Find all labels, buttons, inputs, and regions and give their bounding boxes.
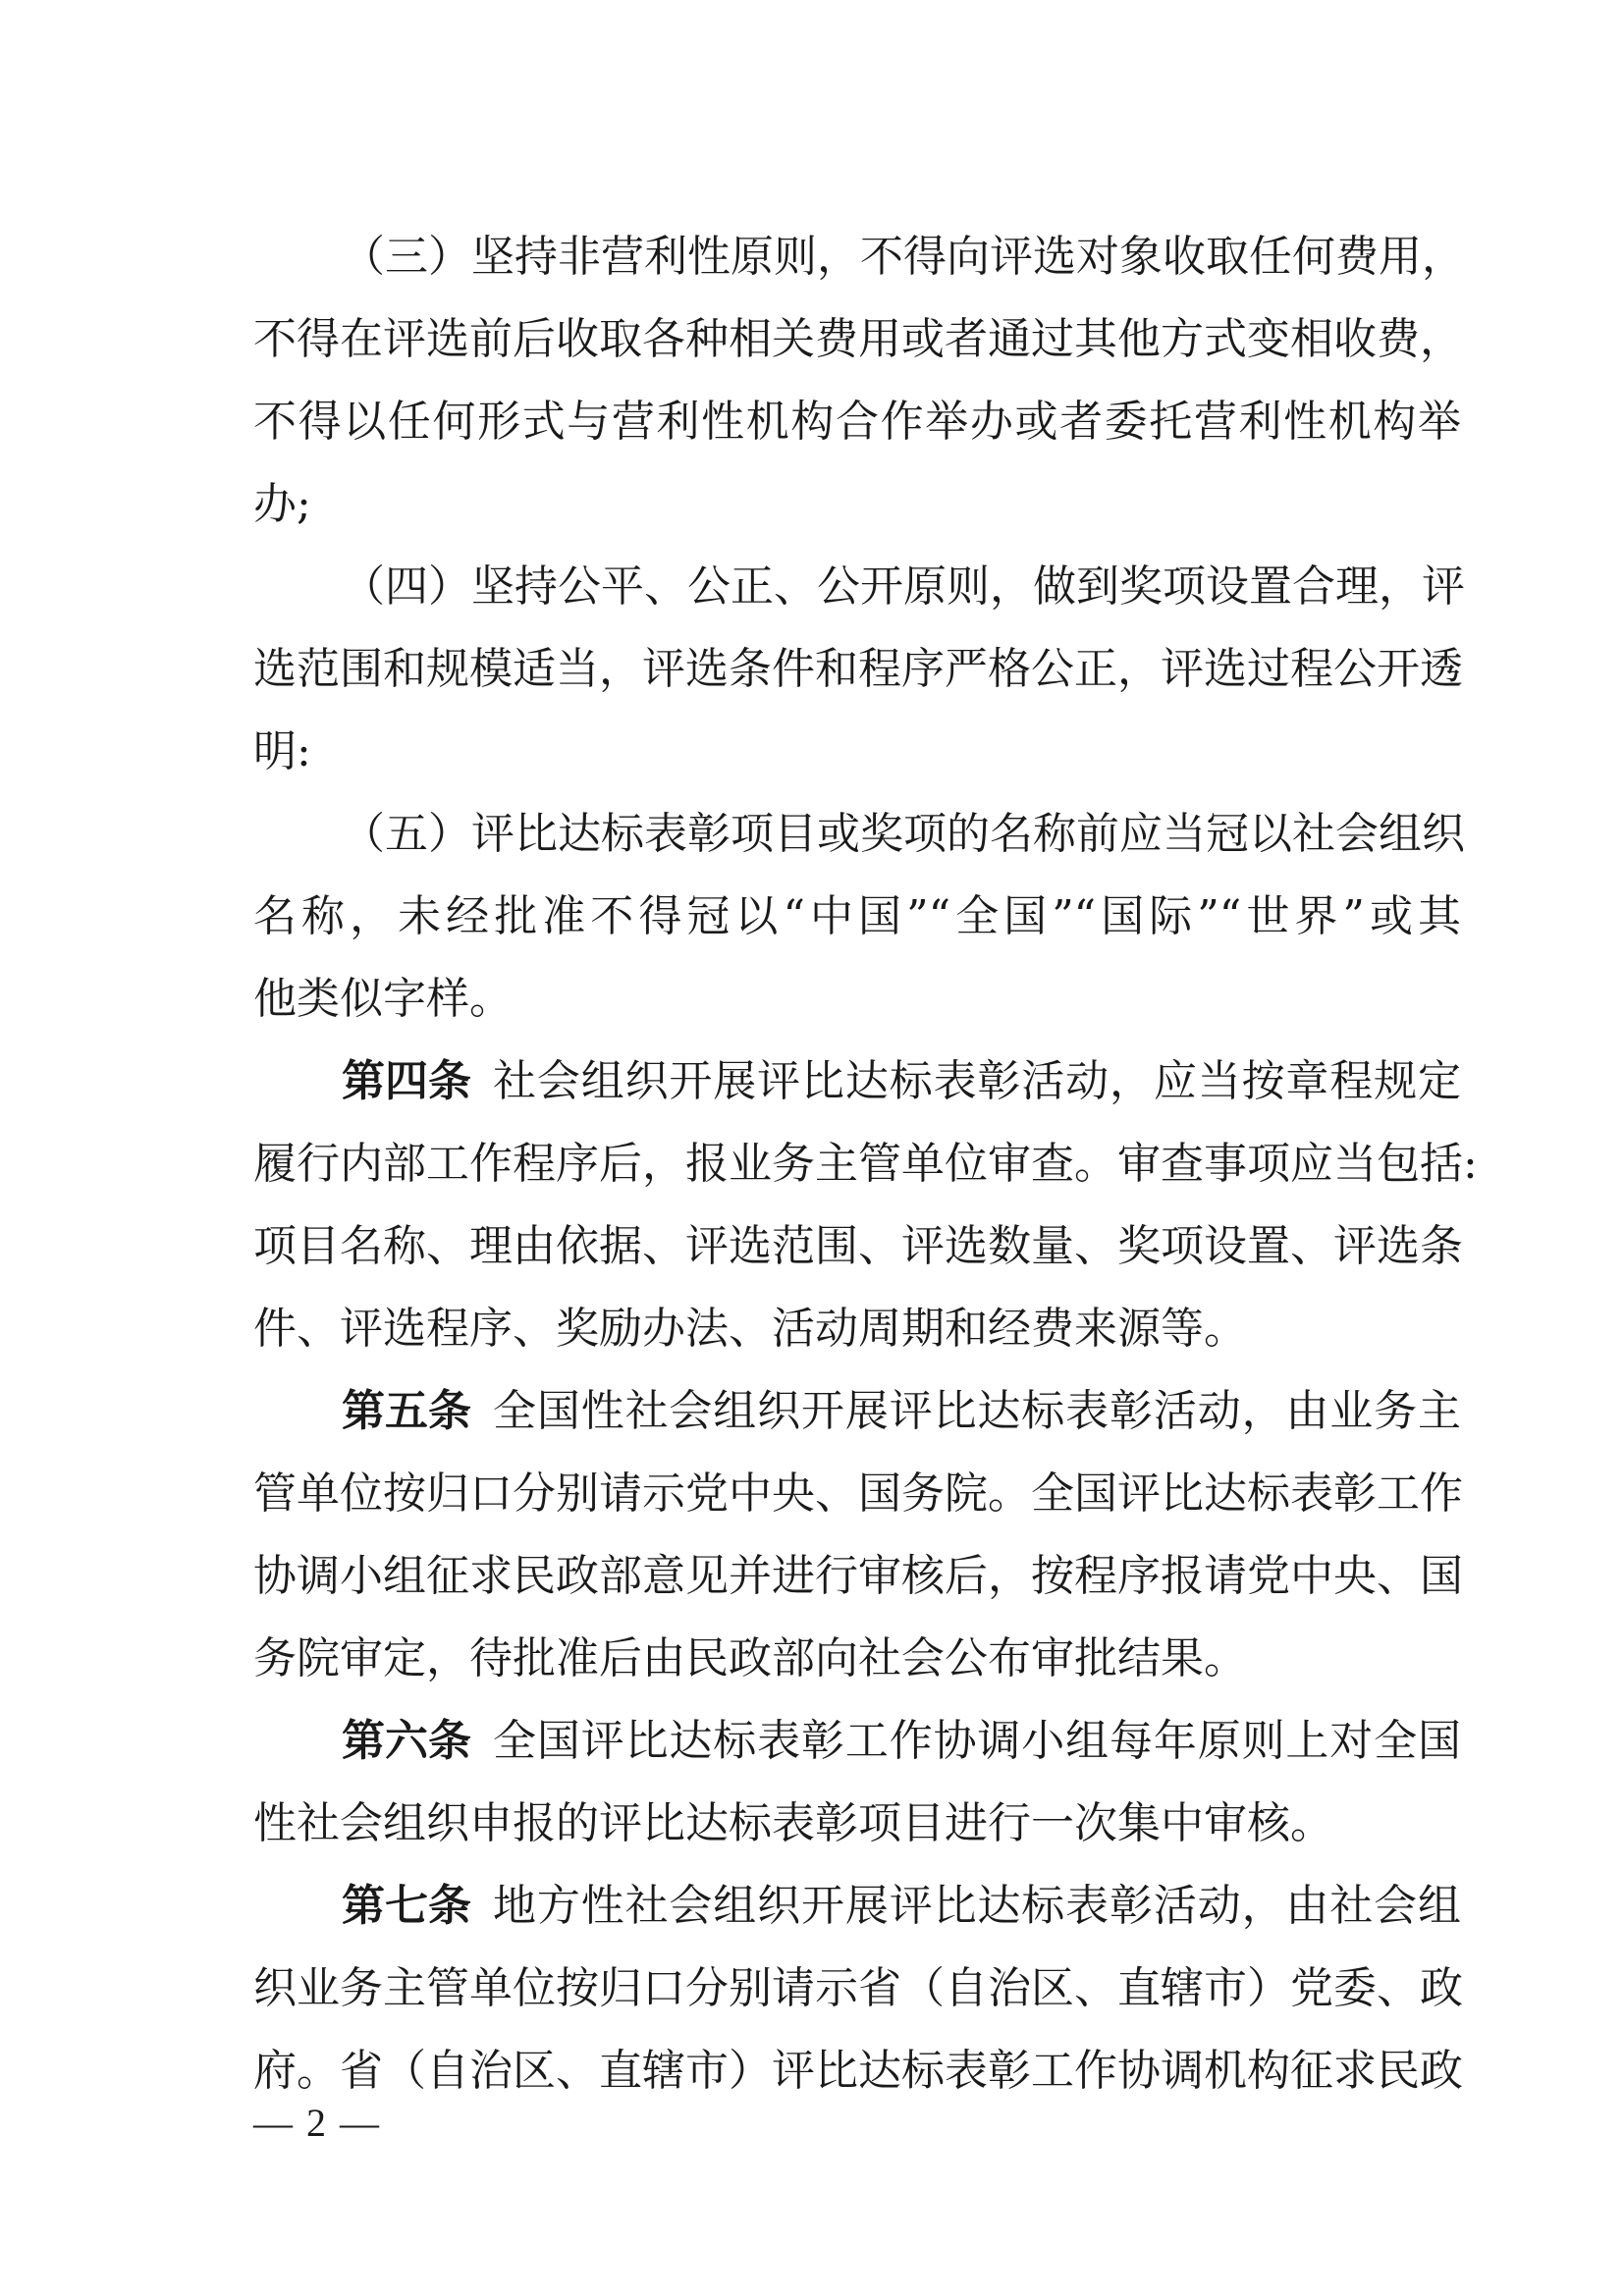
text-line: 件、评选程序、奖励办法、活动周期和经费来源等。 <box>253 1304 1247 1354</box>
text-line: 明: <box>253 726 311 776</box>
article-6 <box>253 1700 1461 1865</box>
article-heading: 第六条 <box>342 1716 471 1766</box>
text-line: 他类似字样。 <box>253 974 513 1024</box>
text-line: 府。省（自治区、直辖市）评比达标表彰工作协调机构征求民政 <box>253 2046 1463 2096</box>
text-line: 织业务主管单位按归口分别请示省（自治区、直辖市）党委、政 <box>253 1963 1463 2013</box>
text-line: 选范围和规模适当，评选条件和程序严格公正，评选过程公开透 <box>253 644 1463 694</box>
text-line: （四）坚持公平、公正、公开原则，做到奖项设置合理，评 <box>342 561 1465 612</box>
article-7 <box>253 1865 1461 2112</box>
text-line: 性社会组织申报的评比达标表彰项目进行一次集中审核。 <box>253 1798 1333 1848</box>
text-line: （五）评比达标表彰项目或奖项的名称前应当冠以社会组织 <box>342 809 1465 859</box>
document-body <box>253 216 1478 2112</box>
article-first-line: 第六条 全国评比达标表彰工作协调小组每年原则上对全国 <box>253 1700 1461 1783</box>
paragraph-item-5 <box>253 793 1465 1041</box>
text-line: 名称，未经批准不得冠以“中国”“全国”“国际”“世界”或其 <box>253 891 1461 941</box>
text-line: 项目名称、理由依据、评选范围、评选数量、奖项设置、评选条 <box>253 1221 1463 1271</box>
paragraph-item-4 <box>253 546 1465 793</box>
article-first-line: 第七条 地方性社会组织开展评比达标表彰活动，由社会组 <box>253 1865 1461 1948</box>
text-line: 管单位按归口分别请示党中央、国务院。全国评比达标表彰工作 <box>253 1468 1463 1519</box>
article-first-line: 第四条 社会组织开展评比达标表彰活动，应当按章程规定 <box>253 1041 1461 1123</box>
text-line: （三）坚持非营利性原则，不得向评选对象收取任何费用， <box>342 232 1465 282</box>
page-number: — 2 — <box>253 2101 381 2145</box>
text-line: 协调小组征求民政部意见并进行审核后，按程序报请党中央、国 <box>253 1551 1463 1601</box>
text-line: 不得以任何形式与营利性机构合作举办或者委托营利性机构举 <box>253 397 1461 447</box>
article-heading: 第五条 <box>342 1386 471 1436</box>
text-line: 办; <box>253 479 311 529</box>
article-5 <box>253 1370 1461 1700</box>
article-heading: 第七条 <box>342 1881 471 1931</box>
paragraph-item-3 <box>253 216 1465 546</box>
text-line: 务院审定，待批准后由民政部向社会公布审批结果。 <box>253 1633 1247 1683</box>
article-first-line: 第五条 全国性社会组织开展评比达标表彰活动，由业务主 <box>253 1370 1461 1453</box>
text-line: 履行内部工作程序后，报业务主管单位审查。审查事项应当包括: <box>253 1139 1478 1189</box>
article-heading: 第四条 <box>342 1056 471 1106</box>
article-4 <box>253 1041 1478 1370</box>
text-line: 不得在评选前后收取各种相关费用或者通过其他方式变相收费， <box>253 314 1463 364</box>
